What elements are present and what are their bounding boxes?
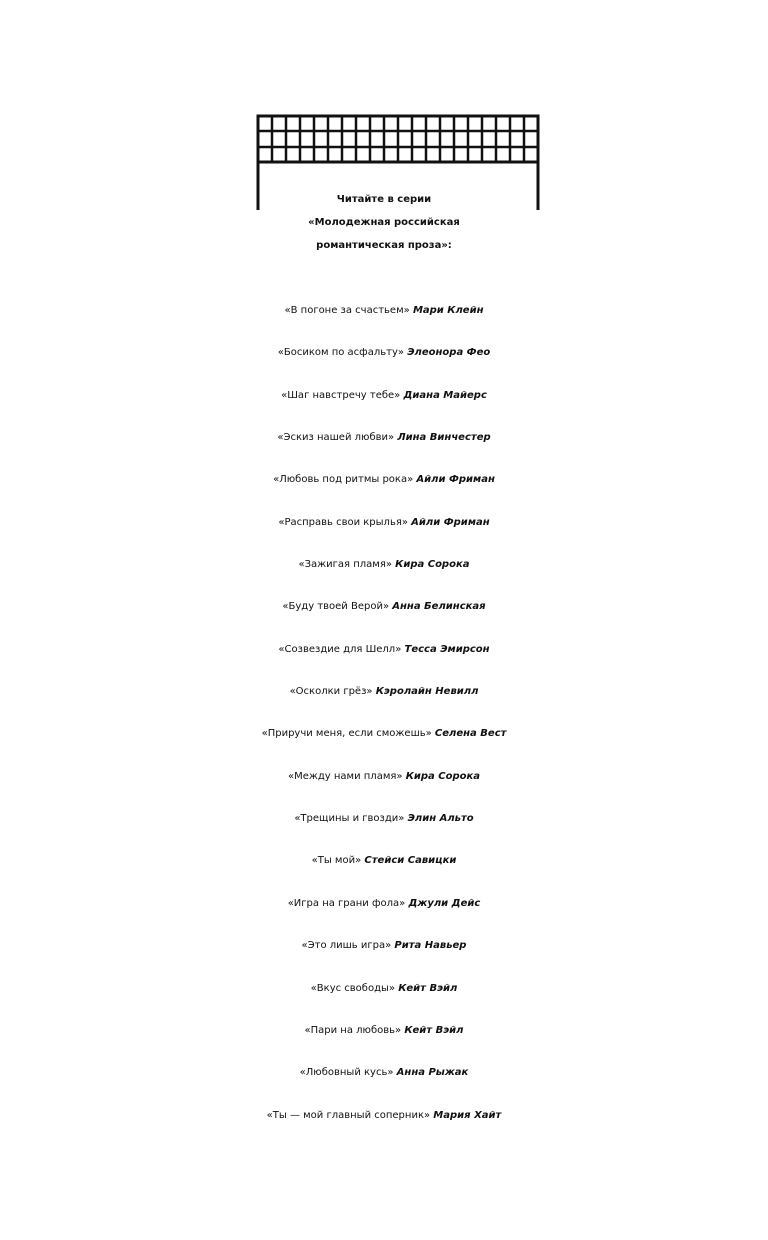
book-author: Айли Фриман (416, 474, 495, 486)
series-heading-line: романтическая проза»: (316, 240, 452, 251)
list-item (0, 888, 768, 930)
list-item (0, 1100, 768, 1142)
list-item (0, 549, 768, 591)
book-author: Элин Альто (407, 813, 474, 825)
list-item (0, 676, 768, 718)
book-list (0, 295, 768, 1142)
book-author: Кэролайн Невилл (375, 686, 479, 698)
list-item (0, 295, 768, 337)
book-author: Джули Дейс (408, 897, 481, 909)
list-item (0, 1015, 768, 1057)
list-item (0, 422, 768, 464)
series-heading-line: «Молодежная российская (308, 217, 460, 228)
list-item (0, 464, 768, 506)
book-title: «Шаг навстречу тебе» (281, 389, 401, 401)
book-title: «Приручи меня, если сможешь» (261, 728, 432, 740)
book-title: «Босиком по асфальту» (277, 347, 404, 359)
book-title: «Трещины и гвозди» (294, 813, 405, 825)
book-author: Анна Рыжак (396, 1067, 469, 1079)
book-title: «Эскиз нашей любви» (277, 432, 395, 444)
book-author: Кейт Вэйл (398, 982, 458, 994)
book-title: «Расправь свои крылья» (278, 516, 408, 528)
book-title: «Игра на грани фола» (287, 897, 406, 909)
book-title: «Любовь под ритмы рока» (273, 474, 414, 486)
book-title: «Любовный кусь» (299, 1067, 394, 1079)
list-item (0, 973, 768, 1015)
book-author: Тесса Эмирсон (404, 643, 490, 655)
list-item (0, 634, 768, 676)
book-author: Мари Клейн (412, 305, 484, 316)
book-author: Элеонора Фео (407, 347, 491, 359)
book-author: Кира Сорока (395, 559, 470, 571)
book-title: «В погоне за счастьем» (284, 305, 410, 316)
volleyball-net-icon (0, 0, 768, 220)
list-item (0, 930, 768, 972)
book-author: Селена Вест (434, 728, 507, 740)
series-heading (0, 188, 768, 257)
book-author: Лина Винчестер (397, 432, 491, 444)
list-item (0, 761, 768, 803)
list-item (0, 380, 768, 422)
book-title: «Созвездие для Шелл» (278, 643, 402, 655)
book-author: Айли Фриман (411, 516, 490, 528)
list-item (0, 718, 768, 760)
book-title: «Это лишь игра» (301, 940, 392, 952)
list-item (0, 507, 768, 549)
book-author: Рита Навьер (394, 940, 467, 952)
list-item (0, 591, 768, 633)
book-title: «Вкус свободы» (310, 982, 396, 994)
book-title: «Зажигая пламя» (298, 559, 392, 571)
book-title: «Пари на любовь» (304, 1024, 402, 1036)
list-item (0, 845, 768, 887)
list-item (0, 803, 768, 845)
series-heading-line: Читайте в серии (336, 194, 432, 205)
book-title: «Осколки грёз» (289, 686, 373, 698)
book-title: «Между нами пламя» (287, 770, 403, 782)
book-title: «Буду твоей Верой» (282, 601, 390, 613)
book-title: «Ты — мой главный соперник» (266, 1109, 431, 1121)
book-author: Кира Сорока (405, 770, 481, 782)
list-item (0, 337, 768, 379)
book-author: Кейт Вэйл (404, 1024, 464, 1036)
book-author: Анна Белинская (392, 601, 486, 613)
book-title: «Ты мой» (311, 855, 362, 867)
book-author: Стейси Савицки (364, 855, 457, 867)
book-author: Диана Майерс (403, 389, 487, 401)
book-author: Мария Хайт (433, 1109, 502, 1121)
list-item (0, 1057, 768, 1099)
